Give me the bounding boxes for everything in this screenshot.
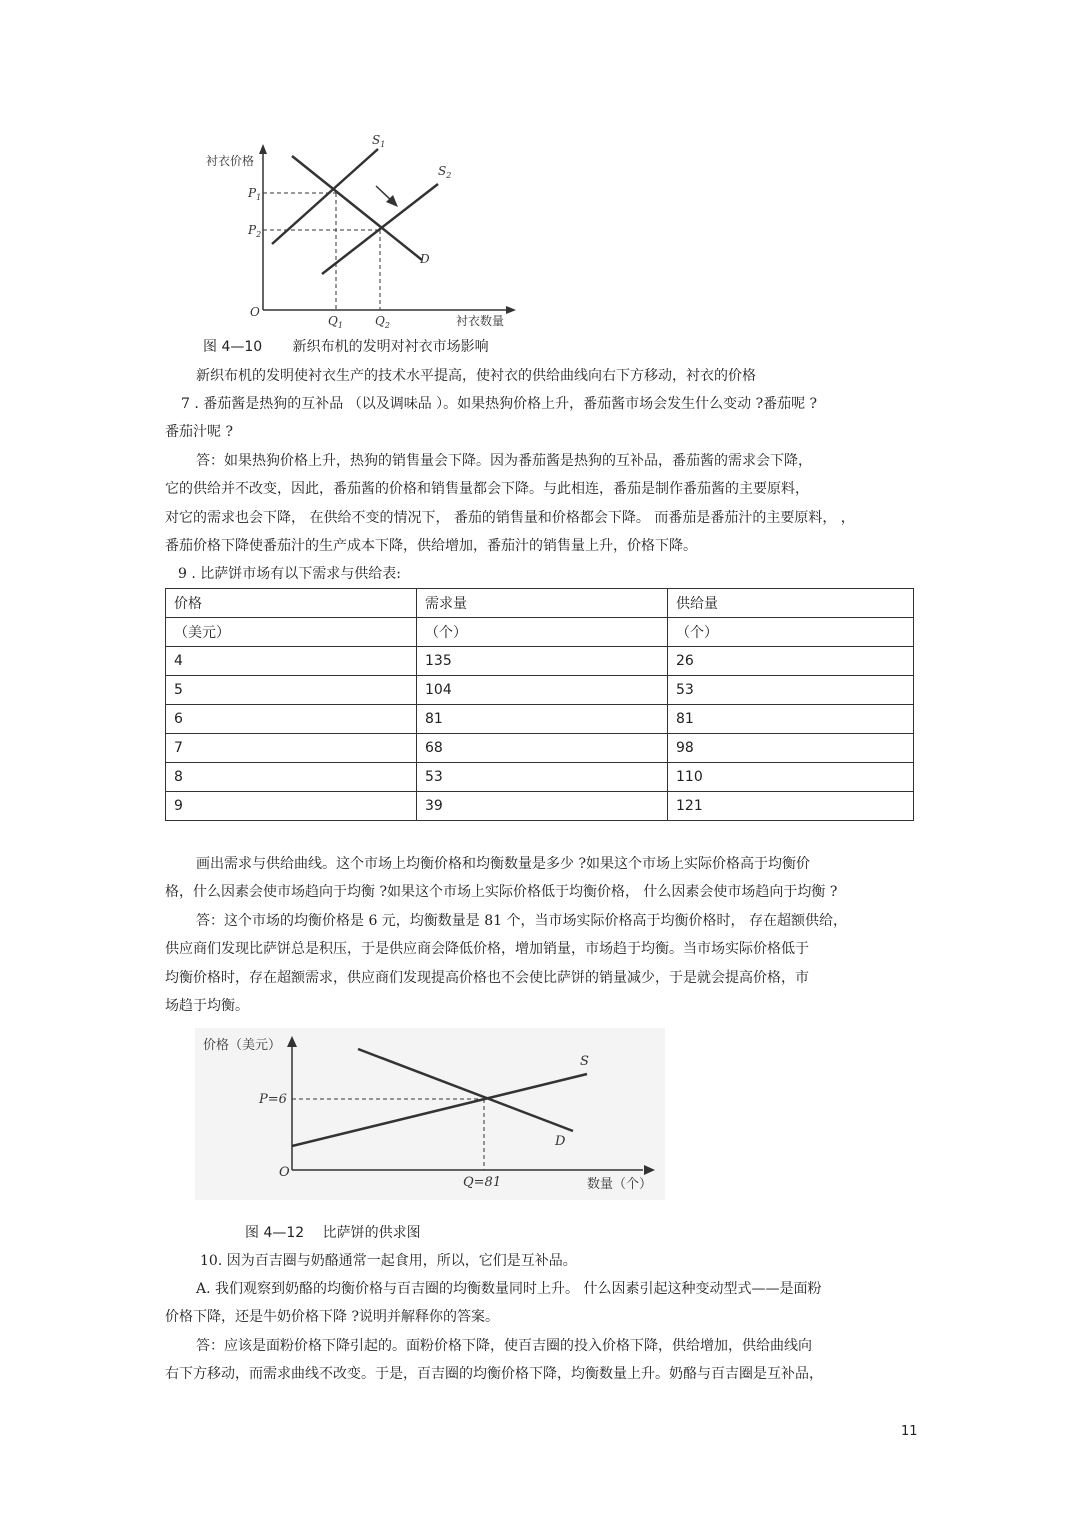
table-unit-cell: （个） (668, 618, 914, 647)
y-axis-label: 衬衣价格 (206, 154, 255, 168)
answer-9-line4: 场趋于均衡。 (165, 998, 249, 1014)
x-axis-arrow (506, 306, 516, 314)
equilibrium-price-label: P=6 (259, 1092, 287, 1107)
figure1-caption-text: 新织布机的发明对衬衣市场影响 (292, 339, 489, 355)
y-axis-label: 价格（美元） (203, 1038, 282, 1053)
page-number: 11 (901, 1424, 918, 1439)
question-10a-line1: A. 我们观察到奶酪的均衡价格与百吉圈的均衡数量同时上升。 什么因素引起这种变动型式——是面粉 (196, 1281, 822, 1297)
table-cell: 68 (417, 734, 668, 763)
table-cell: 39 (417, 792, 668, 821)
figure1-caption-number: 图 4—10 (203, 339, 263, 355)
x-axis-label: 衬衣数量 (456, 314, 505, 328)
x-axis-label: 数量（个） (587, 1177, 653, 1192)
q2-label: $Q_2$ (375, 314, 390, 330)
table-unit-cell: （个） (417, 618, 668, 647)
figure2-caption-text: 比萨饼的供求图 (322, 1225, 421, 1241)
table-cell: 53 (668, 676, 914, 705)
figure2-caption-number: 图 4—12 (245, 1225, 305, 1241)
answer-9-line2: 供应商们发现比萨饼总是积压，于是供应商会降低价格，增加销量，市场趋于均衡。当市场实际价格低于 (165, 941, 809, 957)
table-cell: 81 (417, 705, 668, 734)
answer-10-line2: 右下方移动，而需求曲线不改变。于是，百吉圈的均衡价格下降，均衡数量上升。奶酪与百吉圈是互补品， (165, 1366, 823, 1382)
figure-background (195, 1028, 665, 1200)
table-row (166, 705, 914, 734)
table-cell: 98 (668, 734, 914, 763)
table-row (166, 734, 914, 763)
table-cell: 6 (166, 705, 417, 734)
answer-9-line3: 均衡价格时，存在超额需求，供应商们发现提高价格也不会使比萨饼的销量减少，于是就会提高价格，市 (165, 970, 809, 986)
table-row (166, 792, 914, 821)
question-9b-line1: 画出需求与供给曲线。这个市场上均衡价格和均衡数量是多少 ?如果这个市场上实际价格高于均衡价 (196, 856, 810, 872)
answer-10-line1: 答：应该是面粉价格下降引起的。面粉价格下降，使百吉圈的投入价格下降，供给增加，供给曲线向 (196, 1338, 812, 1354)
table-row (166, 647, 914, 676)
table-cell: 110 (668, 763, 914, 792)
question-7-line2: 番茄汁呢 ? (165, 424, 233, 440)
question-10a-line2: 价格下降，还是牛奶价格下降 ?说明并解释你的答案。 (165, 1309, 499, 1325)
origin-label: O (279, 1165, 290, 1180)
table-header-cell: 需求量 (417, 589, 668, 618)
s-label: S (580, 1054, 589, 1069)
table-header-row (166, 589, 914, 618)
table-cell: 7 (166, 734, 417, 763)
table-row (166, 676, 914, 705)
table-unit-cell: （美元） (166, 618, 417, 647)
figure-pizza-market (195, 1028, 665, 1200)
table-cell: 104 (417, 676, 668, 705)
equilibrium-quantity-label: Q=81 (463, 1175, 502, 1190)
table-cell: 9 (166, 792, 417, 821)
table-cell: 26 (668, 647, 914, 676)
answer-7-line3: 对它的需求也会下降， 在供给不变的情况下， 番茄的销售量和价格都会下降。 而番茄是番茄汁的主要原料， ， (165, 510, 855, 526)
table-cell: 5 (166, 676, 417, 705)
table-row (166, 763, 914, 792)
pizza-supply-demand-table (165, 588, 914, 821)
question-9: 9 . 比萨饼市场有以下需求与供给表: (178, 566, 401, 582)
table-cell: 53 (417, 763, 668, 792)
origin-label: O (250, 305, 260, 319)
answer-7-line1: 答：如果热狗价格上升，热狗的销售量会下降。因为番茄酱是热狗的互补品，番茄酱的需求会下降， (196, 453, 812, 469)
figure1-caption (203, 336, 489, 356)
table-cell: 81 (668, 705, 914, 734)
answer-9-line1: 答：这个市场的均衡价格是 6 元，均衡数量是 81 个，当市场实际价格高于均衡价格时， 存在超额供给， (196, 913, 847, 929)
table-cell: 135 (417, 647, 668, 676)
paragraph-shirt: 新织布机的发明使衬衣生产的技术水平提高，使衬衣的供给曲线向右下方移动，衬衣的价格 (196, 368, 756, 384)
s1-label: $S_1$ (372, 133, 386, 149)
p1-label: $P_1$ (248, 186, 262, 202)
d-label: D (420, 252, 430, 266)
d-label: D (555, 1134, 566, 1149)
table-units-row (166, 618, 914, 647)
p2-label: $P_2$ (248, 223, 262, 239)
table-cell: 4 (166, 647, 417, 676)
table-header-cell: 供给量 (668, 589, 914, 618)
question-7-line1: 7 . 番茄酱是热狗的互补品 （以及调味品 ）。如果热狗价格上升，番茄酱市场会发生什么变动 ?番茄呢 ? (181, 396, 818, 412)
answer-7-line2: 它的供给并不改变，因此，番茄酱的价格和销售量都会下降。与此相连，番茄是制作番茄酱的主要原料， (165, 481, 809, 497)
table-cell: 121 (668, 792, 914, 821)
figure-shirt-market (200, 130, 530, 330)
figure2-caption (245, 1222, 421, 1242)
s2-label: $S_2$ (438, 164, 452, 180)
answer-7-line4: 番茄价格下降使番茄汁的生产成本下降，供给增加，番茄汁的销售量上升，价格下降。 (165, 538, 697, 554)
question-9b-line2: 格，什么因素会使市场趋向于均衡 ?如果这个市场上实际价格低于均衡价格， 什么因素会使市场趋向于均衡 ? (165, 884, 838, 900)
table-header-cell: 价格 (166, 589, 417, 618)
table-cell: 8 (166, 763, 417, 792)
y-axis-arrow (259, 144, 267, 154)
q1-label: $Q_1$ (328, 314, 343, 330)
question-10-line1: 10. 因为百吉圈与奶酪通常一起食用，所以，它们是互补品。 (200, 1253, 577, 1269)
